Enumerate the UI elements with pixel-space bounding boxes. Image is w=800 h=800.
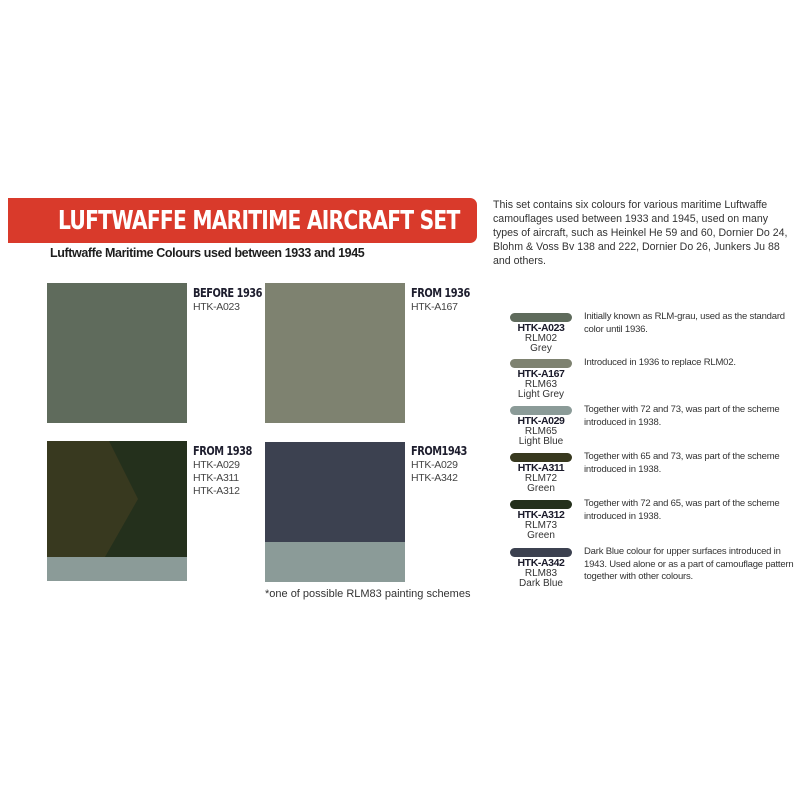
colour-name: Green: [527, 530, 555, 541]
scheme-swatch-from-1936: [265, 283, 405, 423]
scheme-code: HTK-A029: [193, 459, 240, 471]
colour-description: Initially known as RLM-grau, used as the standard color until 1936.: [584, 311, 785, 335]
title-banner: [8, 198, 477, 243]
scheme-era: FROM 1938: [193, 444, 252, 458]
colour-description: Together with 65 and 73, was part of the scheme introduced in 1938.: [584, 451, 780, 475]
camouflage-pattern: [47, 441, 187, 581]
colour-name: Green: [527, 483, 555, 494]
colour-chip: [510, 359, 572, 368]
scheme-label-from-1943: [411, 445, 479, 485]
colour-chip: [510, 500, 572, 509]
intro-text: This set contains six colours for various maritime Luftwaffe camouflages used between 1933 and 1945, used on many types of aircraft, such as Heinkel He 59 and 60, Dornier Do 24, Blohm & Voss Bv 138 and 222, Dornier Do 26, Junkers Ju 88 and others.: [493, 199, 788, 267]
colour-chip: [510, 548, 572, 557]
page-title: LUFTWAFFE MARITIME AIRCRAFT SET: [58, 206, 460, 236]
colour-code: HTK-A311: [517, 462, 565, 474]
colour-chip: [510, 406, 572, 415]
colour-rlm: RLM65: [524, 425, 558, 437]
colour-code: HTK-A342: [517, 557, 565, 569]
colour-id: [510, 369, 572, 401]
colour-legend-item: [510, 548, 795, 594]
scheme-code: HTK-A342: [411, 472, 458, 484]
colour-code: HTK-A167: [517, 368, 565, 380]
scheme-swatch-from-1938: [47, 441, 187, 581]
colour-code: HTK-A023: [517, 322, 565, 334]
lower-band: [265, 542, 405, 582]
colour-code: HTK-A312: [517, 509, 565, 521]
colour-code: HTK-A029: [517, 415, 565, 427]
colour-description: Dark Blue colour for upper surfaces introduced in 1943. Used alone or as a part of camouflage pattern together with other colours.: [584, 546, 794, 582]
scheme-label-from-1938: [193, 445, 265, 498]
colour-rlm: RLM63: [524, 378, 558, 390]
colour-rlm: RLM73: [524, 519, 558, 531]
colour-description: Together with 72 and 65, was part of the scheme introduced in 1938.: [584, 498, 780, 522]
colour-id: [510, 323, 572, 355]
scheme-code: HTK-A029: [411, 459, 458, 471]
scheme-era: FROM 1936: [411, 286, 470, 300]
colour-legend-item: [510, 406, 795, 452]
scheme-era: FROM1943: [411, 444, 467, 458]
colour-rlm: RLM02: [524, 332, 558, 344]
colour-rlm: RLM83: [524, 567, 558, 579]
scheme-code: HTK-A312: [193, 485, 240, 497]
page-subtitle: Luftwaffe Maritime Colours used between 1933 and 1945: [50, 246, 365, 260]
colour-name: Light Grey: [517, 389, 565, 400]
colour-description: Together with 72 and 73, was part of the scheme introduced in 1938.: [584, 404, 780, 428]
scheme-era: BEFORE 1936: [193, 286, 263, 300]
colour-description: Introduced in 1936 to replace RLM02.: [584, 357, 736, 368]
colour-name: Light Blue: [518, 436, 564, 447]
colour-chip: [510, 453, 572, 462]
scheme-swatch-before-1936: [47, 283, 187, 423]
colour-name: Grey: [530, 343, 552, 354]
scheme-label-from-1936: [411, 287, 483, 314]
colour-chip: [510, 313, 572, 322]
colour-rlm: RLM72: [524, 472, 558, 484]
colour-legend-item: [510, 500, 795, 546]
colour-legend-item: [510, 453, 795, 499]
colour-legend-item: [510, 359, 795, 405]
scheme-code: HTK-A311: [193, 472, 239, 484]
colour-legend-item: [510, 313, 795, 359]
colour-id: [510, 558, 572, 590]
scheme-code: HTK-A023: [193, 301, 240, 313]
scheme-code: HTK-A167: [411, 301, 458, 313]
footnote: *one of possible RLM83 painting schemes: [265, 588, 471, 600]
colour-name: Dark Blue: [519, 578, 563, 589]
colour-id: [510, 510, 572, 542]
scheme-swatch-from-1943: [265, 442, 405, 582]
colour-id: [510, 416, 572, 448]
colour-id: [510, 463, 572, 495]
